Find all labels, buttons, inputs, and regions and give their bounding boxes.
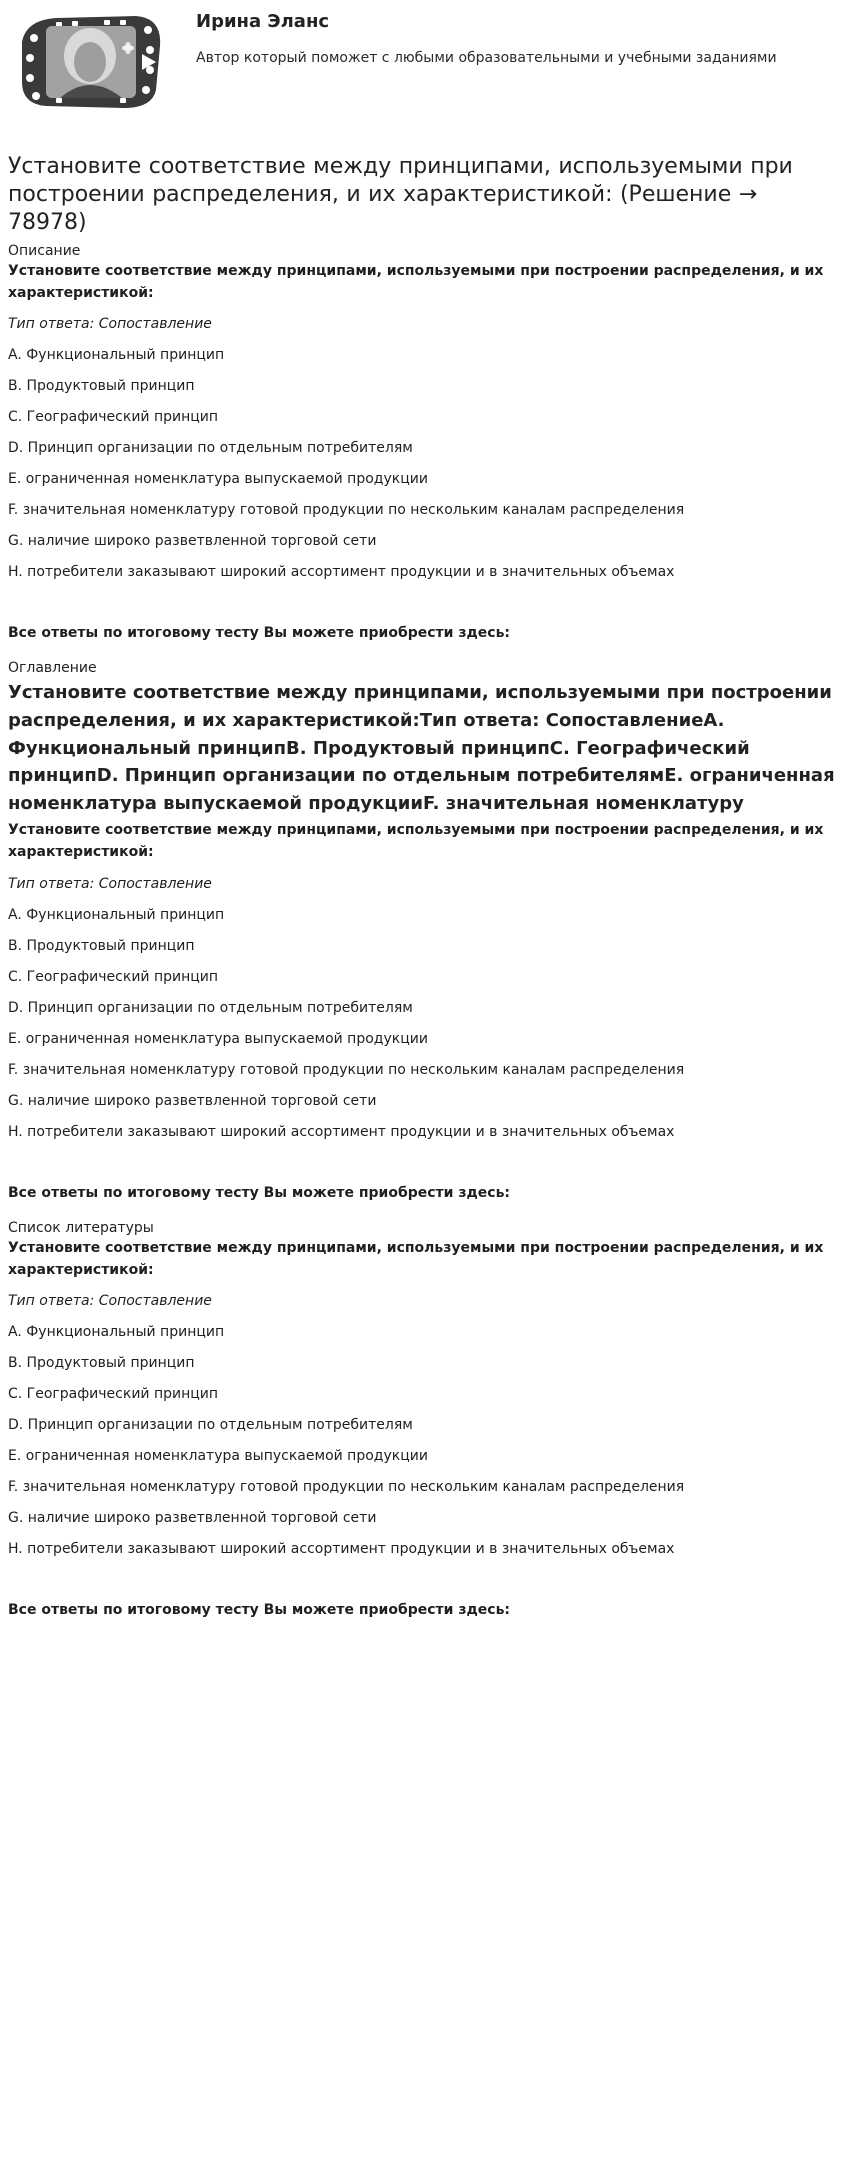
- answer-type: Тип ответа: Сопоставление: [8, 1293, 212, 1310]
- list-item: G. наличие широко разветвленной торговой сети: [8, 1092, 377, 1109]
- list-item: A. Функциональный принцип: [8, 906, 225, 923]
- list-item: B. Продуктовый принцип: [8, 937, 195, 954]
- list-item: E. ограниченная номенклатура выпускаемой продукции: [8, 1030, 428, 1047]
- list-item: G. наличие широко разветвленной торговой сети: [8, 533, 377, 550]
- list-item: D. Принцип организации по отдельным потребителям: [8, 1417, 413, 1434]
- list-item: E. ограниченная номенклатура выпускаемой продукции: [8, 471, 428, 488]
- question-text: Установите соответствие между принципами, используемыми при построении распределения, и их характеристикой:: [8, 1239, 824, 1278]
- list-item: F. значительная номенклатуру готовой продукции по нескольким каналам распределения: [8, 502, 685, 519]
- author-card: [8, 0, 839, 143]
- question-text: Установите соответствие между принципами, используемыми при построении распределения, и их характеристикой:: [8, 263, 824, 301]
- description-block: [8, 261, 839, 644]
- literature-block: [8, 1238, 839, 1621]
- list-item: D. Принцип организации по отдельным потребителям: [8, 999, 413, 1016]
- list-item: F. значительная номенклатуру готовой продукции по нескольким каналам распределения: [8, 1479, 685, 1496]
- list-item: A. Функциональный принцип: [8, 347, 225, 364]
- list-item: F. значительная номенклатуру готовой продукции по нескольким каналам распределения: [8, 1061, 685, 1078]
- list-item: H. потребители заказывают широкий ассортимент продукции и в значительных объемах: [8, 1123, 675, 1140]
- list-item: C. Географический принцип: [8, 1386, 219, 1403]
- list-item: B. Продуктовый принцип: [8, 1355, 195, 1372]
- list-item: C. Географический принцип: [8, 968, 219, 985]
- answer-type: Тип ответа: Сопоставление: [8, 316, 212, 333]
- buy-link-text[interactable]: Все ответы по итоговому тесту Вы можете приобрести здесь:: [8, 1184, 511, 1201]
- list-item: C. Географический принцип: [8, 409, 219, 426]
- buy-link-text[interactable]: Все ответы по итоговому тесту Вы можете приобрести здесь:: [8, 1602, 511, 1619]
- page-title: Установите соответствие между принципами, используемыми при построении распределения, и их характеристикой: (Решение → 78978): [8, 154, 793, 235]
- answer-type: Тип ответа: Сопоставление: [8, 875, 212, 892]
- list-item: H. потребители заказывают широкий ассортимент продукции и в значительных объемах: [8, 1541, 675, 1558]
- list-item: D. Принцип организации по отдельным потребителям: [8, 440, 413, 457]
- author-description: Автор который поможет с любыми образовательными и учебными заданиями: [196, 50, 777, 66]
- list-item: H. потребители заказывают широкий ассортимент продукции и в значительных объемах: [8, 564, 675, 581]
- toc-heading: Установите соответствие между принципами, используемыми при построении распределения, и их характеристикой:Тип ответа: СопоставлениеA. Функциональный принципB. Продуктовый принципC. Географический принципD. Принцип организации по отдельным потребителямE. ограниченная номенклатура выпускаемой продукцииF. значительная номенклатуру: [8, 681, 835, 815]
- toc-block: [8, 820, 839, 1203]
- list-item: E. ограниченная номенклатура выпускаемой продукции: [8, 1448, 428, 1465]
- buy-link-text[interactable]: Все ответы по итоговому тесту Вы можете приобрести здесь:: [8, 625, 511, 642]
- author-name[interactable]: Ирина Эланс: [196, 11, 330, 32]
- list-item: G. наличие широко разветвленной торговой сети: [8, 1510, 377, 1527]
- section-label-description: Описание: [8, 242, 81, 259]
- question-text: Установите соответствие между принципами, используемыми при построении распределения, и их характеристикой:: [8, 822, 824, 860]
- author-avatar[interactable]: [16, 12, 166, 112]
- section-label-literature: Список литературы: [8, 1219, 154, 1236]
- list-item: A. Функциональный принцип: [8, 1324, 225, 1341]
- list-item: B. Продуктовый принцип: [8, 378, 195, 395]
- section-label-toc: Оглавление: [8, 660, 97, 677]
